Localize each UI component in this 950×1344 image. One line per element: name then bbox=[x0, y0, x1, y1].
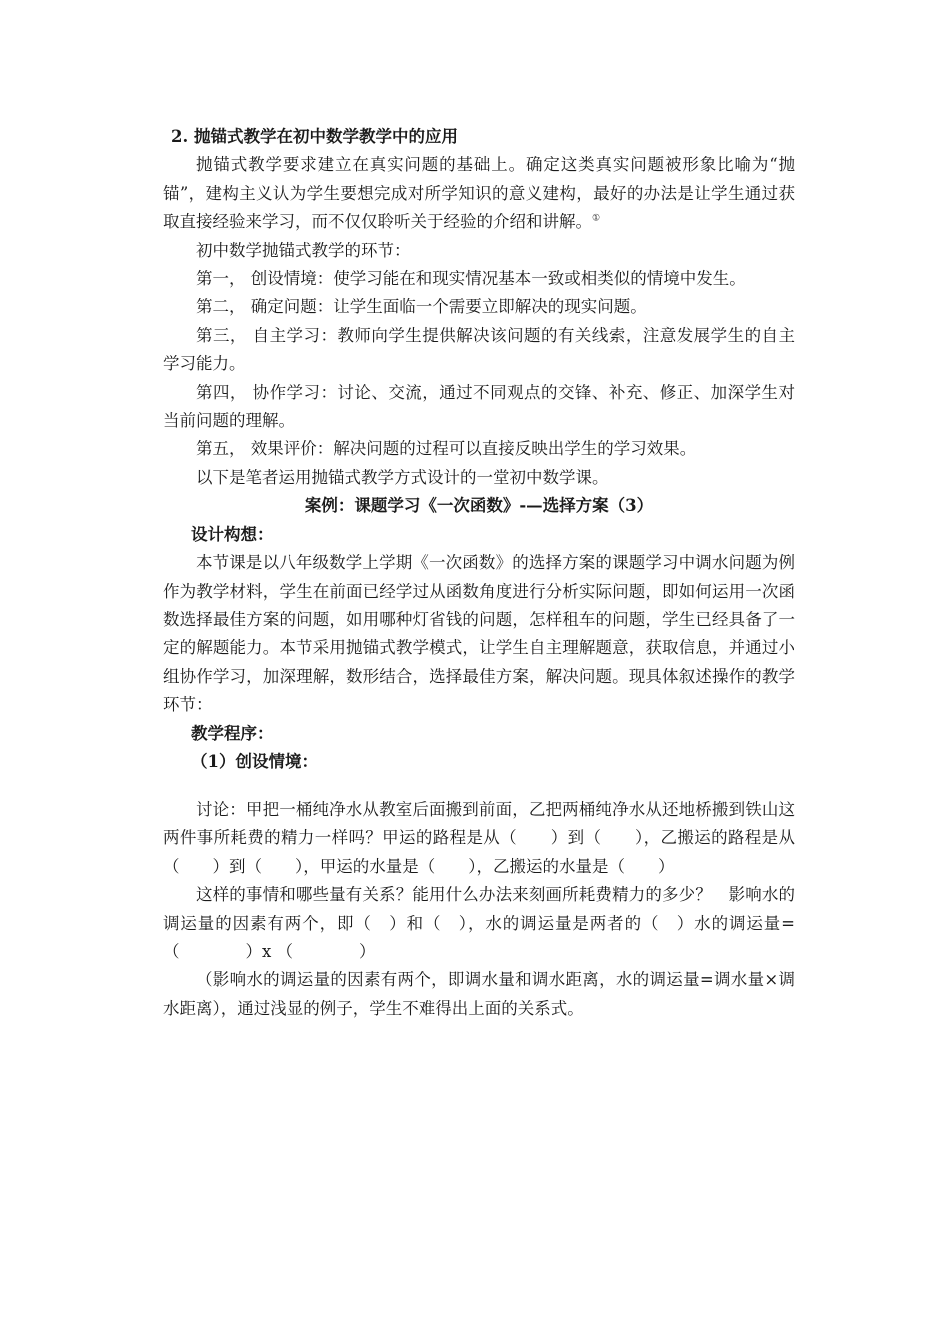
step-item-1: 第一， 创设情境：使学习能在和现实情况基本一致或相类似的情境中发生。 bbox=[196, 269, 746, 289]
case-title: 案例：课题学习《一次函数》-—选择方案（3） bbox=[304, 496, 654, 516]
steps-intro: 初中数学抛锚式教学的环节： bbox=[196, 240, 411, 260]
step-item-3: 第三， 自主学习：教师向学生提供解决该问题的有关线索，注意发展学生的自主学习能力。 bbox=[163, 325, 795, 374]
question-paragraph: 这样的事情和哪些量有关系？能用什么办法来刻画所耗费精力的多少？ 影响水的调运量的因素有两个，即（ ）和（ ），水的调运量是两者的（ ）水的调运量=（ ）x （ ） bbox=[163, 885, 795, 962]
section-title: 2. 抛锚式教学在初中数学教学中的应用 bbox=[171, 127, 458, 146]
design-heading: 设计构想： bbox=[191, 524, 274, 544]
step-item-2: 第二， 确定问题：让学生面临一个需要立即解决的现实问题。 bbox=[196, 297, 647, 317]
transition-text: 以下是笔者运用抛锚式教学方式设计的一堂初中数学课。 bbox=[196, 467, 609, 487]
section-2 bbox=[163, 796, 795, 1023]
footnote-mark: ① bbox=[592, 213, 601, 224]
step1-heading: （1）创设情境： bbox=[191, 751, 318, 771]
discussion-paragraph: 讨论：甲把一桶纯净水从教室后面搬到前面，乙把两桶纯净水从还地桥搬到铁山这两件事所耗费的精力一样吗？甲运的路程是从（ ）到（ ），乙搬运的路程是从（ ）到（ ），甲运的水量是（ ），乙搬运的水量是（ ） bbox=[163, 800, 795, 876]
design-paragraph: 本节课是以八年级数学上学期《一次函数》的选择方案的课题学习中调水问题为例作为教学材料，学生在前面已经学过从函数角度进行分析实际问题，即如何运用一次函数选择最佳方案的问题，如用哪种灯省钱的问题，怎样租车的问题，学生已经具备了一定的解题能力。本节采用抛锚式教学模式，让学生自主理解题意，获取信息，并通过小组协作学习，加深理解，数形结合，选择最佳方案，解决问题。现具体叙述操作的教学环节： bbox=[163, 553, 795, 715]
procedure-heading: 教学程序： bbox=[191, 723, 274, 743]
step-item-5: 第五， 效果评价：解决问题的过程可以直接反映出学生的学习效果。 bbox=[196, 439, 697, 459]
answer-paragraph: （影响水的调运量的因素有两个，即调水量和调水距离，水的调运量=调水量×调水距离），通过浅显的例子，学生不难得出上面的关系式。 bbox=[163, 970, 795, 1018]
step-item-4: 第四， 协作学习：讨论、交流，通过不同观点的交锋、补充、修正、加深学生对当前问题的理解。 bbox=[163, 382, 795, 431]
section-1 bbox=[163, 123, 795, 776]
intro-text: 抛锚式教学要求建立在真实问题的基础上。确定这类真实问题被形象比喻为“抛锚”，建构主义认为学生要想完成对所学知识的意义建构，最好的办法是让学生通过获取直接经验来学习，而不仅仅聆听关于经验的介绍和讲解。 bbox=[163, 155, 795, 232]
intro-paragraph bbox=[163, 151, 795, 236]
